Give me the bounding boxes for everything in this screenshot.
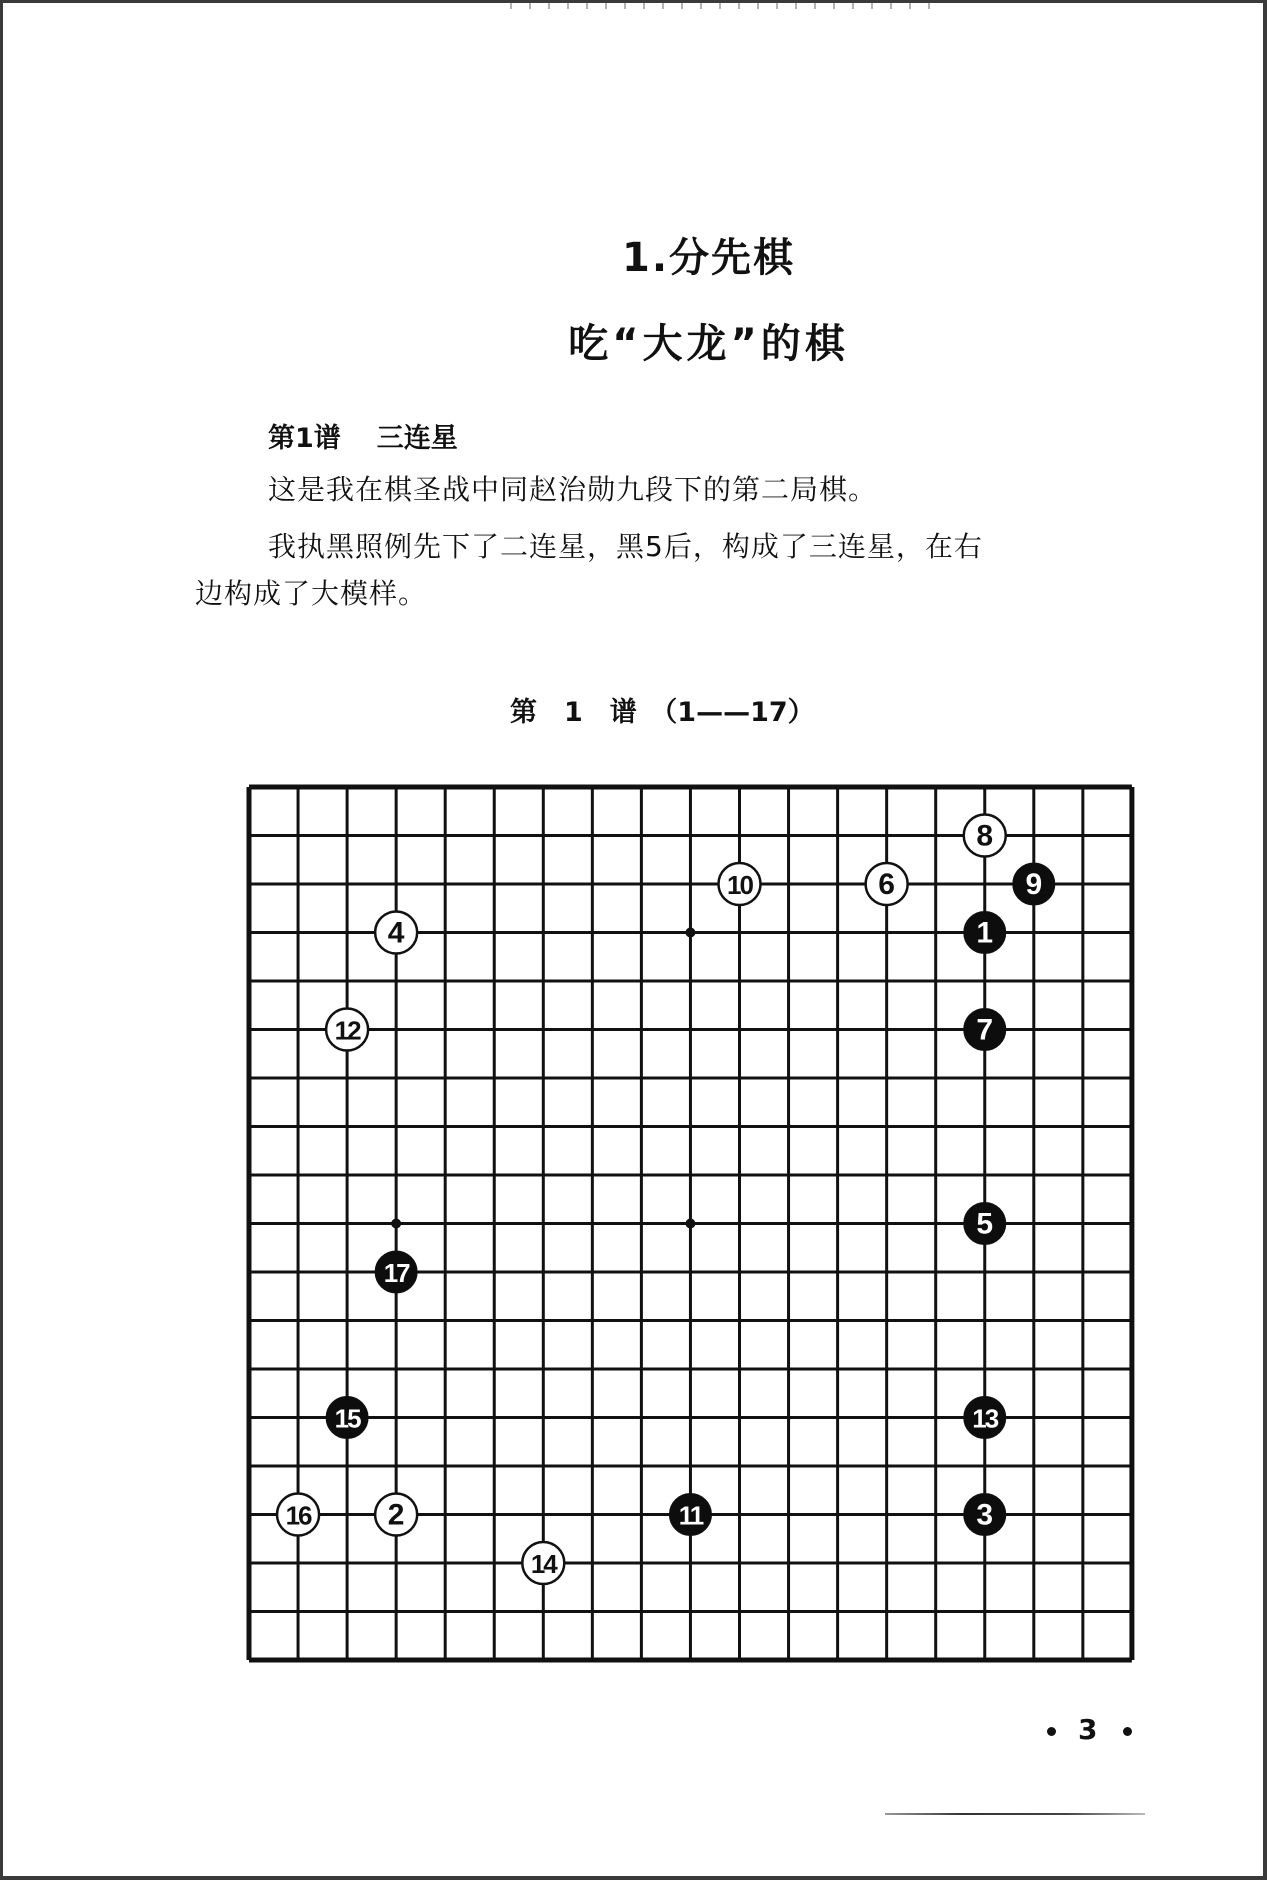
svg-text:2: 2 [387,1498,405,1532]
svg-text:14: 14 [530,1549,556,1579]
stone-black-5 [964,1203,1006,1245]
svg-text:3: 3 [976,1498,994,1532]
svg-text:11: 11 [678,1500,703,1531]
stone-black-15 [326,1397,368,1439]
star-point [685,928,695,938]
svg-text:16: 16 [285,1500,311,1531]
scan-artifact-top [510,3,930,9]
stone-white-2 [375,1494,417,1536]
svg-text:5: 5 [976,1207,994,1241]
svg-text:15: 15 [334,1403,360,1434]
stone-white-16 [277,1494,319,1536]
svg-text:4: 4 [387,916,405,950]
diagram-heading [268,416,458,455]
stone-white-4 [375,912,417,954]
svg-text:7: 7 [976,1013,994,1047]
stone-black-1 [964,912,1006,954]
stone-black-13 [964,1397,1006,1439]
stone-white-10 [719,863,761,905]
go-board-svg [230,770,1150,1680]
svg-text:17: 17 [383,1258,409,1288]
chapter-title: 1.分先棋 [621,235,796,281]
bullet-icon [1123,1727,1132,1736]
star-point [685,1219,695,1229]
figure-caption: 第 1 谱 （1——17） [510,697,815,728]
stone-white-6 [866,863,908,905]
stone-black-9 [1013,863,1055,905]
svg-text:9: 9 [1025,868,1043,901]
stone-black-17 [375,1251,417,1293]
stone-white-8 [964,815,1006,857]
stone-black-3 [964,1494,1006,1536]
stone-white-12 [326,1009,368,1051]
page-number [1025,1713,1154,1746]
svg-text:10: 10 [727,870,752,900]
star-point [391,1219,401,1229]
svg-text:13: 13 [972,1403,998,1434]
bullet-icon [1047,1727,1056,1736]
svg-text:12: 12 [334,1015,360,1046]
diagram-heading-title: 三连星 [376,423,458,454]
paragraph-2-continued: 边构成了大模样。 [195,577,428,610]
diagram-heading-label: 第1谱 [268,423,341,454]
page-number-value: 3 [1078,1713,1102,1746]
stone-black-11 [669,1494,711,1536]
go-board-diagram [230,770,1150,1684]
stone-white-14 [522,1542,564,1584]
svg-text:1: 1 [976,916,994,950]
game-title: 吃“大龙”的棋 [568,321,849,367]
svg-text:8: 8 [976,819,994,853]
paragraph-1: 这是我在棋圣战中同赵治勋九段下的第二局棋。 [268,473,878,506]
stone-black-7 [964,1009,1006,1051]
svg-text:6: 6 [878,868,895,901]
paragraph-2: 我执黑照例先下了二连星，黑5后，构成了三连星，在右 [268,530,983,563]
scan-artifact-bottom [885,1813,1145,1815]
